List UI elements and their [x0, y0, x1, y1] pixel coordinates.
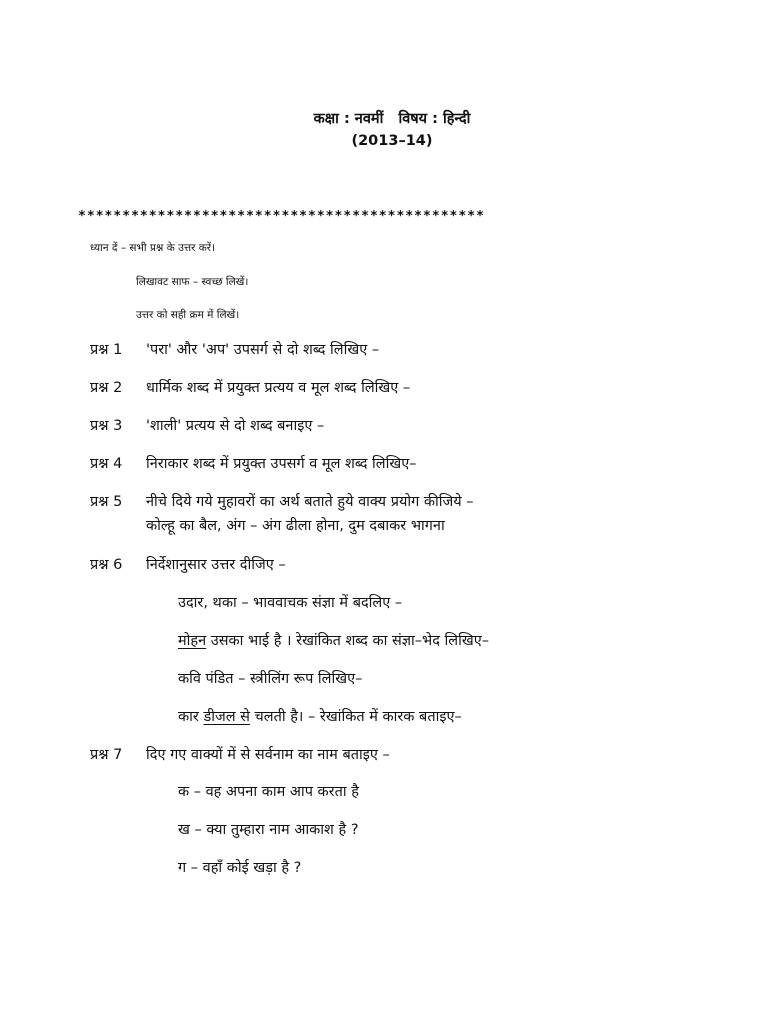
sub-text: उसका भाई है । रेखांकित शब्द का संज्ञा–भेद लिखिए– [206, 633, 490, 649]
instruction-note: ध्यान दें – सभी प्रश्न के उत्तर करें। [90, 242, 216, 254]
instruction-note: उत्तर को सही क्रम में लिखें। [136, 309, 240, 321]
sub-text: चलती है। – रेखांकित में कारक बताइए– [249, 709, 462, 725]
question-text: दिए गए वाक्यों में से सर्वनाम का नाम बताइए – [146, 747, 390, 763]
session-year: (2013–14) [351, 133, 433, 149]
question-text: 'परा' और 'अप' उपसर्ग से दो शब्द लिखिए – [146, 342, 380, 358]
question-6-sub-2 [178, 630, 489, 650]
question-7-sub-1: क – वह अपना काम आप करता है [178, 784, 359, 800]
underlined-word: डीजल से [203, 709, 250, 725]
instruction-note: लिखावट साफ – स्वच्छ लिखें। [136, 276, 249, 288]
question-1 [90, 339, 379, 359]
question-label: प्रश्न 5 [90, 494, 123, 510]
question-label: प्रश्न 6 [90, 557, 123, 573]
underlined-word: मोहन [178, 633, 207, 649]
question-4 [90, 453, 417, 473]
question-text: नीचे दिये गये मुहावरों का अर्थ बताते हुये वाक्य प्रयोग कीजिये – [146, 494, 474, 510]
question-5 [90, 491, 474, 511]
question-6-sub-4 [178, 706, 462, 726]
question-7 [90, 744, 390, 764]
question-7-sub-2: ख – क्या तुम्हारा नाम आकाश है ? [178, 822, 359, 838]
question-7-sub-3: ग – वहाँ कोई खड़ा है ? [178, 860, 302, 876]
question-text: निराकार शब्द में प्रयुक्त उपसर्ग व मूल शब्द लिखिए– [146, 456, 417, 472]
sub-text: कार [178, 709, 204, 725]
question-label: प्रश्न 1 [90, 342, 123, 358]
question-6 [90, 554, 286, 574]
question-3 [90, 415, 324, 435]
question-5-idioms: कोल्हू का बैल, अंग – अंग ढीला होना, दुम दबाकर भागना [146, 518, 445, 534]
question-2 [90, 377, 410, 397]
question-label: प्रश्न 7 [90, 747, 123, 763]
question-text: धार्मिक शब्द में प्रयुक्त प्रत्यय व मूल शब्द लिखिए – [146, 380, 411, 396]
question-label: प्रश्न 4 [90, 456, 123, 472]
question-text: निर्देशानुसार उत्तर दीजिए – [146, 557, 286, 573]
class-subject-title: कक्षा : नवमीं विषय : हिन्दी [313, 111, 471, 127]
question-label: प्रश्न 2 [90, 380, 123, 396]
star-separator: ********************************************** [78, 209, 485, 224]
question-text: 'शाली' प्रत्यय से दो शब्द बनाइए – [146, 418, 325, 434]
question-6-sub-1: उदार, थका – भाववाचक संज्ञा में बदलिए – [178, 595, 403, 611]
question-6-sub-3: कवि पंडित – स्त्रीलिंग रूप लिखिए– [178, 671, 363, 687]
question-label: प्रश्न 3 [90, 418, 123, 434]
